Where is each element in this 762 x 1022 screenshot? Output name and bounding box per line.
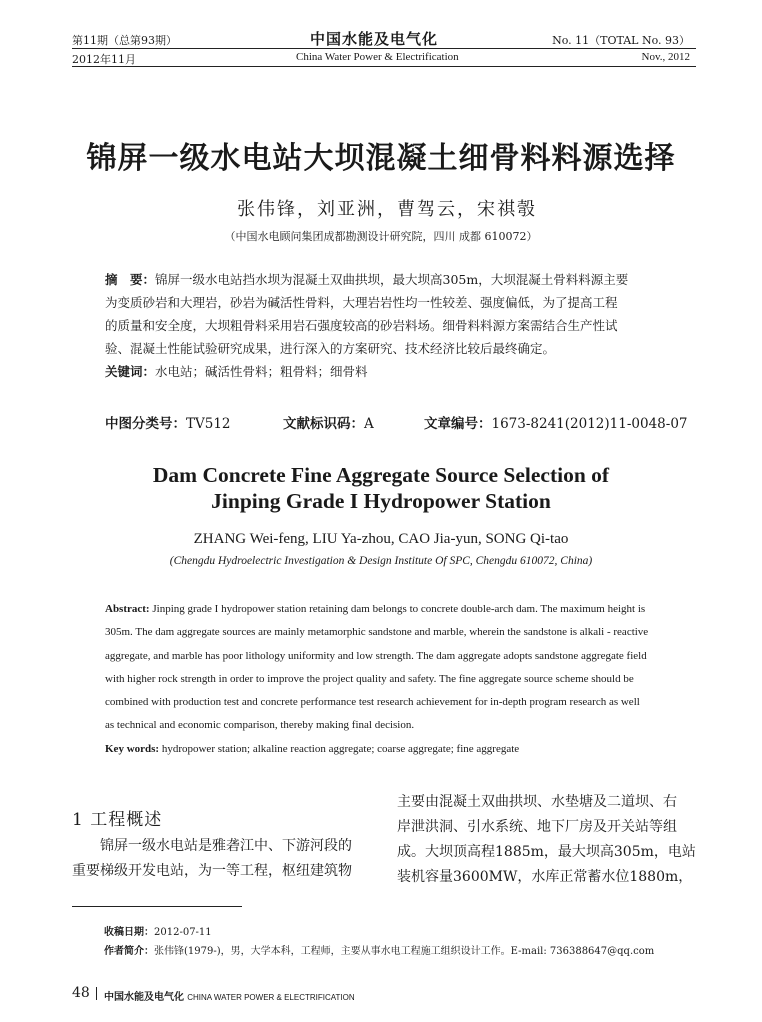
body-line: 重要梯级开发电站，为一等工程，枢纽建筑物 bbox=[72, 863, 352, 879]
footnote-rule bbox=[72, 906, 242, 907]
body-line: 岸泄洪洞、引水系统、地下厂房及开关站等组 bbox=[397, 819, 677, 835]
journal-name-en: China Water Power & Electrification bbox=[296, 51, 459, 63]
body-line: 成。大坝顶高程1885m，最大坝高305m，电站 bbox=[397, 844, 696, 860]
authors-en: ZHANG Wei-feng, LIU Ya-zhou, CAO Jia-yun, SONG Qi-tao bbox=[193, 531, 569, 547]
keywords-en-line bbox=[105, 738, 690, 761]
issue-number-cn: 第11期（总第93期） bbox=[72, 34, 177, 47]
affiliation-cn: （中国水电顾问集团成都勘测设计研究院，四川 成都 610072） bbox=[224, 230, 538, 243]
body-right-column bbox=[397, 790, 697, 890]
header-rule-top bbox=[72, 48, 696, 49]
paper-title-en-line1: Dam Concrete Fine Aggregate Source Selection of bbox=[152, 463, 610, 487]
abstract-en-label: Abstract: bbox=[105, 603, 150, 615]
date-cn: 2012年11月 bbox=[72, 53, 136, 66]
clc-number: 中图分类号：TV512 bbox=[105, 416, 231, 432]
abstract-en-line: as technical and economic comparison, thereby making final decision. bbox=[105, 719, 415, 732]
header-rule-bottom bbox=[72, 66, 696, 67]
abstract-cn-line: 摘 要：锦屏一级水电站挡水坝为混凝土双曲拱坝，最大坝高305m，大坝混凝土骨料料源主要 bbox=[105, 272, 629, 287]
affiliation-en: (Chengdu Hydroelectric Investigation & Design Institute Of SPC, Chengdu 610072, China) bbox=[169, 555, 593, 567]
journal-name-cn: 中国水能及电气化 bbox=[310, 30, 439, 48]
abstract-cn bbox=[105, 268, 695, 383]
keywords-cn-line bbox=[105, 360, 695, 383]
abstract-en bbox=[105, 598, 690, 761]
body-line: 主要由混凝土双曲拱坝、水垫塘及二道坝、右 bbox=[397, 794, 677, 810]
paper-title-cn: 锦屏一级水电站大坝混凝土细骨料料源选择 bbox=[86, 141, 676, 176]
received-date: 收稿日期：2012-07-11 bbox=[104, 927, 212, 938]
abstract-cn-line: 的质量和安全度，大坝粗骨料采用岩石强度较高的砂岩料场。细骨料料源方案需结合生产性试 bbox=[105, 318, 618, 333]
body-line: 装机容量3600MW，水库正常蓄水位1880m， bbox=[397, 869, 693, 885]
document-code: 文献标识码：A bbox=[283, 416, 374, 432]
footer-journal-en: CHINA WATER POWER & ELECTRIFICATION bbox=[187, 993, 355, 1002]
abstract-en-line: aggregate, and marble has poor lithology uniformity and low strength. The dam aggregate adopts sandstone aggregate field bbox=[105, 649, 647, 662]
keywords-cn-label: 关键词： bbox=[105, 364, 156, 379]
section-1-heading: 1 工程概述 bbox=[72, 810, 163, 830]
abstract-cn-line: 为变质砂岩和大理岩，砂岩为碱活性骨料，大理岩岩性均一性较差、强度偏低，为了提高工程 bbox=[105, 295, 618, 310]
abstract-en-line: 305m. The dam aggregate sources are mainly metamorphic sandstone and marble, wherein the sandstone is alkali - reactive bbox=[105, 626, 649, 639]
abstract-en-line: Abstract: Jinping grade I hydropower station retaining dam belongs to concrete double-arch dam. The maximum height is bbox=[105, 603, 646, 615]
abstract-cn-label: 摘 要： bbox=[105, 272, 156, 287]
page-number: 48 bbox=[72, 985, 90, 1001]
keywords-en-label: Key words: bbox=[105, 742, 160, 755]
issue-number-en: No. 11（TOTAL No. 93） bbox=[552, 34, 690, 47]
footer-journal-cn: 中国水能及电气化 bbox=[104, 992, 184, 1003]
article-number: 文章编号：1673-8241(2012)11-0048-07 bbox=[424, 416, 688, 432]
author-bio: 作者简介：张伟锋(1979-)，男，大学本科，工程师，主要从事水电工程施工组织设计工作。E-mail: 736388647@qq.com bbox=[104, 946, 655, 957]
footer-divider bbox=[96, 987, 97, 1000]
footer-journal bbox=[104, 988, 355, 1003]
body-line: 锦屏一级水电站是雅砻江中、下游河段的 bbox=[72, 838, 352, 854]
paper-title-en-line2: Jinping Grade I Hydropower Station bbox=[211, 489, 551, 513]
abstract-en-line: combined with production test and concrete performance test research achievement for in-depth program research as well bbox=[105, 696, 640, 709]
date-en: Nov., 2012 bbox=[641, 51, 690, 63]
body-left-column bbox=[72, 834, 377, 884]
abstract-cn-line: 验、混凝土性能试验研究成果，进行深入的方案研究、技术经济比较后最终确定。 bbox=[105, 341, 556, 356]
abstract-en-line: with higher rock strength in order to improve the project quality and safety. The fine aggregate source scheme should be bbox=[105, 672, 634, 685]
keywords-cn-text: 水电站；碱活性骨料；粗骨料；细骨料 bbox=[155, 364, 368, 379]
keywords-en-text: hydropower station; alkaline reaction aggregate; coarse aggregate; fine aggregate bbox=[161, 742, 520, 755]
authors-cn: 张伟锋，刘亚洲，曹驾云，宋祺彀 bbox=[237, 199, 537, 220]
